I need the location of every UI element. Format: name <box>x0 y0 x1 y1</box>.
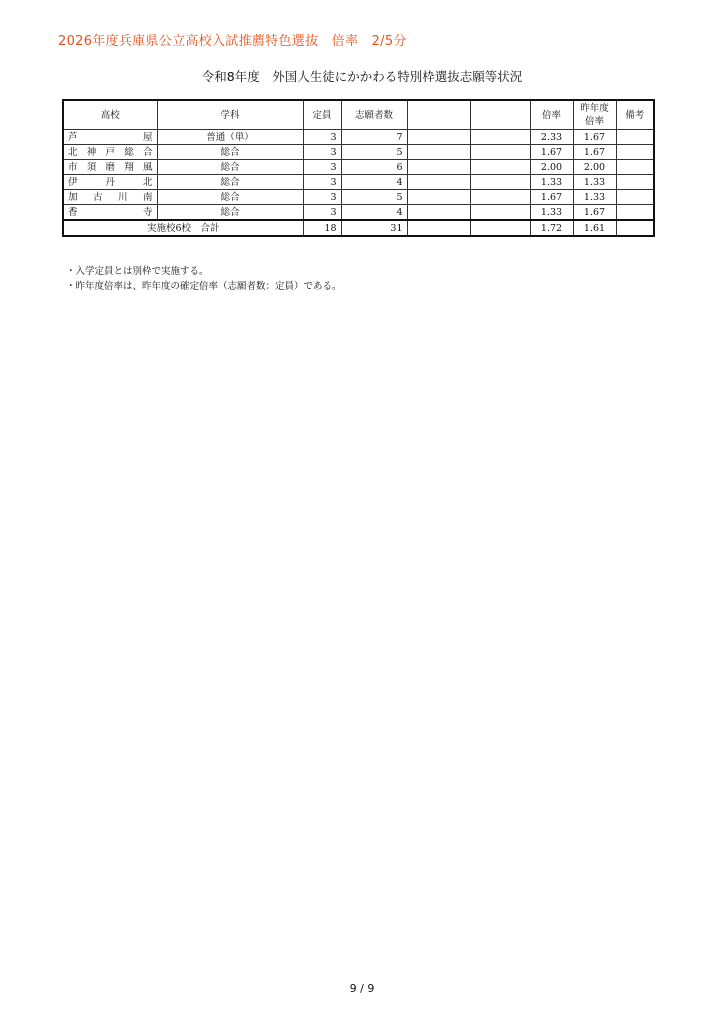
cell-prev-ratio: 2.00 <box>573 160 616 175</box>
cell-applicants: 7 <box>341 130 407 145</box>
cell-prev-ratio: 1.33 <box>573 175 616 190</box>
header-school: 高校 <box>63 100 157 130</box>
cell-school: 市須磨翔風 <box>63 160 157 175</box>
total-capacity: 18 <box>303 220 341 236</box>
total-prev-ratio: 1.61 <box>573 220 616 236</box>
cell-remarks <box>616 130 654 145</box>
cell-school: 北神戸総合 <box>63 145 157 160</box>
cell-capacity: 3 <box>303 175 341 190</box>
header-applicants: 志願者数 <box>341 100 407 130</box>
cell-remarks <box>616 190 654 205</box>
table-row <box>63 160 654 175</box>
total-label: 実施校6校 合計 <box>63 220 303 236</box>
cell-ratio: 2.00 <box>530 160 573 175</box>
cell-applicants: 4 <box>341 175 407 190</box>
cell-blank-1 <box>407 205 470 221</box>
table-row <box>63 175 654 190</box>
cell-department: 総合 <box>157 160 303 175</box>
cell-blank-1 <box>407 130 470 145</box>
cell-ratio: 1.67 <box>530 190 573 205</box>
cell-prev-ratio: 1.67 <box>573 145 616 160</box>
cell-blank-2 <box>470 205 530 221</box>
table-header-row <box>63 100 654 130</box>
table-row <box>63 130 654 145</box>
cell-blank-2 <box>470 160 530 175</box>
cell-applicants: 6 <box>341 160 407 175</box>
table-row <box>63 205 654 221</box>
header-blank-2 <box>470 100 530 130</box>
total-ratio: 1.72 <box>530 220 573 236</box>
cell-prev-ratio: 1.33 <box>573 190 616 205</box>
cell-applicants: 5 <box>341 190 407 205</box>
cell-blank-2 <box>470 175 530 190</box>
cell-applicants: 4 <box>341 205 407 221</box>
page-number: 9 / 9 <box>349 982 375 995</box>
cell-capacity: 3 <box>303 130 341 145</box>
cell-capacity: 3 <box>303 160 341 175</box>
cell-blank-2 <box>470 145 530 160</box>
note-item: ・入学定員とは別枠で実施する。 <box>66 266 209 277</box>
notes <box>66 264 342 294</box>
cell-department: 総合 <box>157 175 303 190</box>
cell-blank-1 <box>407 190 470 205</box>
cell-applicants: 5 <box>341 145 407 160</box>
cell-capacity: 3 <box>303 205 341 221</box>
cell-prev-ratio: 1.67 <box>573 205 616 221</box>
table-row <box>63 145 654 160</box>
total-applicants: 31 <box>341 220 407 236</box>
cell-ratio: 1.33 <box>530 205 573 221</box>
cell-remarks <box>616 205 654 221</box>
total-blank-1 <box>407 220 470 236</box>
header-prev-ratio <box>573 100 616 130</box>
header-capacity: 定員 <box>303 100 341 130</box>
cell-school: 伊丹北 <box>63 175 157 190</box>
cell-school: 香寺 <box>63 205 157 221</box>
application-status-table <box>62 99 655 237</box>
header-prev-ratio-label: 昨年度倍率 <box>580 103 609 127</box>
cell-remarks <box>616 145 654 160</box>
cell-blank-1 <box>407 160 470 175</box>
total-row <box>63 220 654 236</box>
cell-blank-1 <box>407 175 470 190</box>
cell-department: 総合 <box>157 145 303 160</box>
cell-blank-2 <box>470 130 530 145</box>
cell-prev-ratio: 1.67 <box>573 130 616 145</box>
cell-department: 普通（単） <box>157 130 303 145</box>
cell-school: 加古川南 <box>63 190 157 205</box>
cell-remarks <box>616 160 654 175</box>
cell-blank-2 <box>470 190 530 205</box>
total-remarks <box>616 220 654 236</box>
cell-capacity: 3 <box>303 190 341 205</box>
cell-department: 総合 <box>157 190 303 205</box>
table-row <box>63 190 654 205</box>
header-department: 学科 <box>157 100 303 130</box>
cell-school: 芦屋 <box>63 130 157 145</box>
header-blank-1 <box>407 100 470 130</box>
document-title: 令和8年度 外国人生徒にかかわる特別枠選抜志願等状況 <box>201 69 523 84</box>
cell-blank-1 <box>407 145 470 160</box>
cell-ratio: 2.33 <box>530 130 573 145</box>
note-item: ・昨年度倍率は、昨年度の確定倍率（志願者数：定員）である。 <box>66 281 342 292</box>
header-ratio: 倍率 <box>530 100 573 130</box>
header-remarks: 備考 <box>616 100 654 130</box>
cell-department: 総合 <box>157 205 303 221</box>
page-header: 2026年度兵庫県公立高校入試推薦特色選抜 倍率 2/5分 <box>58 34 407 49</box>
cell-ratio: 1.33 <box>530 175 573 190</box>
total-blank-2 <box>470 220 530 236</box>
cell-remarks <box>616 175 654 190</box>
cell-capacity: 3 <box>303 145 341 160</box>
cell-ratio: 1.67 <box>530 145 573 160</box>
